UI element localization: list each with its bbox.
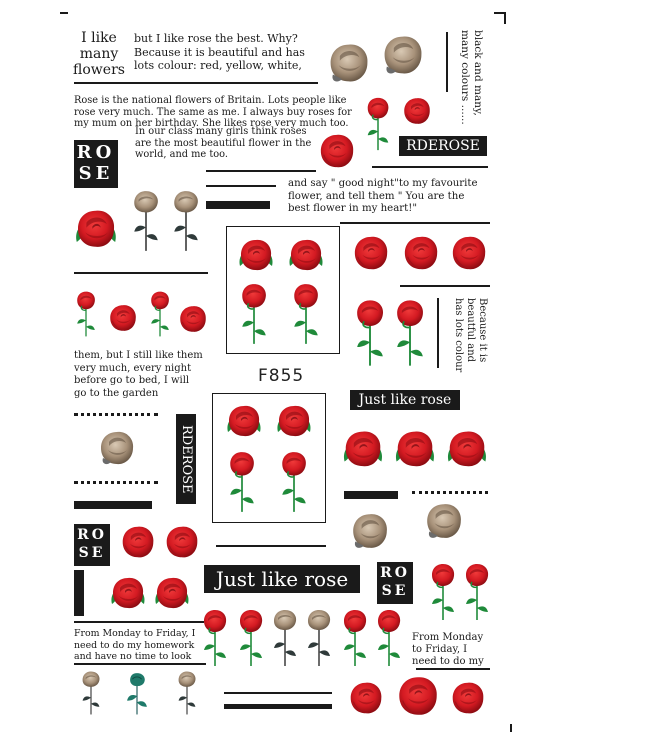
national-flower-text: Rose is the national flowers of Britain. Lots people like rose very much. The same as me. I always buy roses for my mum on her birthday. She likes rose very much too.: [74, 95, 352, 129]
rose-bloom-icon: [450, 680, 486, 716]
sepia-rose-stem-icon: [304, 606, 334, 670]
rose-stem-icon: [392, 298, 428, 368]
rule-b: [206, 185, 276, 187]
rule-a: [206, 170, 316, 172]
dotted-rule-c: [412, 491, 488, 494]
monday-left-text: From Monday to Friday, I need to do my homework and have no time to look: [74, 628, 196, 662]
rule-j: [416, 668, 490, 670]
sepia-rose-stem-icon: [170, 670, 204, 716]
rose-stem-icon: [340, 606, 370, 670]
bar-b: [74, 501, 152, 509]
sepia-rose-bloom-icon: [326, 40, 372, 86]
crop-mark-bottom-right: [500, 724, 512, 732]
rose-stem-icon: [462, 562, 492, 622]
crop-mark-top-left: [60, 12, 68, 24]
rose-stem-icon: [374, 606, 404, 670]
rule-d: [340, 222, 490, 224]
rose-stem-icon: [222, 450, 262, 514]
rule-c: [372, 166, 488, 168]
rose-stem-icon: [274, 450, 314, 514]
rose-stem-icon: [234, 282, 274, 346]
rule-side-top: [446, 32, 448, 92]
rose-stem-icon: [200, 606, 230, 670]
rose-bloom-icon: [178, 304, 208, 334]
sepia-rose-bloom-icon: [90, 428, 144, 468]
rule-intro: [74, 82, 318, 84]
rose-bloom-icon: [72, 204, 120, 256]
rose-bloom-icon: [236, 236, 276, 276]
rose-bloom-icon: [444, 424, 490, 476]
rose-bloom-icon: [108, 302, 138, 334]
just-like-rose-tag-small: Just like rose: [350, 390, 460, 410]
rose-tag-bottom: ROSE: [377, 562, 413, 604]
rose-bloom-icon: [402, 234, 440, 272]
intro-text: but I like rose the best. Why? Because it is beautiful and has lots colour: red, yellow, white,: [134, 32, 305, 72]
rose-bloom-icon: [402, 96, 432, 126]
rose-bloom-icon: [348, 680, 384, 716]
rderose-tag: RDEROSE: [399, 136, 487, 156]
rule-k: [224, 692, 332, 694]
rose-bloom-icon: [318, 132, 356, 170]
rose-bloom-icon: [120, 524, 156, 560]
goodnight-text: and say " good night"to my favourite flower, and tell them " You are the best flower in my heart!": [288, 178, 478, 214]
bar-d: [74, 570, 84, 616]
because-text: Because it is beautful and has lots colour: [453, 298, 488, 373]
rose-stem-icon: [236, 606, 266, 670]
rose-bloom-icon: [286, 236, 326, 276]
classmates-text: In our class many girls think roses are the most beautiful flower in the world, and me too.: [135, 126, 312, 160]
rose-bloom-icon: [340, 424, 386, 476]
rule-h: [74, 621, 204, 623]
sepia-rose-stem-icon: [170, 188, 202, 254]
rose-bloom-icon: [164, 524, 200, 560]
bar-a: [206, 201, 270, 209]
sepia-rose-stem-icon: [270, 606, 300, 670]
bar-c: [344, 491, 398, 499]
rule-g: [216, 545, 326, 547]
rule-i: [74, 663, 206, 665]
rose-bloom-icon: [108, 570, 148, 618]
rderose-tag-vertical: RDEROSE: [176, 414, 196, 504]
side-top-text: black and many, many colours ......: [459, 30, 484, 125]
bar-e: [224, 704, 332, 709]
crop-mark-top-right: [494, 12, 506, 24]
rule-f: [400, 285, 490, 287]
rose-stem-icon: [364, 96, 392, 152]
sepia-rose-stem-icon: [74, 670, 108, 716]
rose-bloom-icon: [152, 570, 192, 618]
rose-bloom-icon: [352, 234, 390, 272]
dotted-rule-a: [74, 413, 158, 416]
sepia-rose-bloom-icon: [344, 510, 396, 552]
dotted-rule-b: [74, 481, 158, 484]
rose-bloom-icon: [396, 674, 440, 718]
rose-stem-icon: [72, 290, 100, 338]
i-like-many-flowers-text: I like many flowers: [73, 30, 125, 78]
rose-bloom-icon: [274, 402, 314, 442]
product-code: F855: [258, 366, 305, 386]
rose-stem-icon: [146, 290, 174, 338]
sepia-rose-stem-icon: [130, 188, 162, 254]
rule-e: [74, 272, 208, 274]
monday-right-text: From Monday to Friday, I need to do my: [412, 632, 484, 667]
still-like-text: them, but I still like them very much, every night before go to bed, I will go to the garden: [74, 350, 203, 399]
teal-rose-stem-icon: [120, 670, 154, 716]
just-like-rose-tag-big: Just like rose: [204, 565, 360, 593]
rose-bloom-icon: [450, 234, 488, 272]
rose-tag-mid: ROSE: [74, 524, 110, 566]
rose-bloom-icon: [392, 424, 438, 476]
rose-stem-icon: [352, 298, 388, 368]
rose-stem-icon: [428, 562, 458, 622]
rose-bloom-icon: [224, 402, 264, 442]
rule-side-mid: [437, 298, 439, 368]
rose-tag-top: ROSE: [74, 140, 118, 188]
sepia-rose-bloom-icon: [418, 500, 470, 542]
rose-stem-icon: [286, 282, 326, 346]
sepia-rose-bloom-icon: [380, 32, 426, 78]
